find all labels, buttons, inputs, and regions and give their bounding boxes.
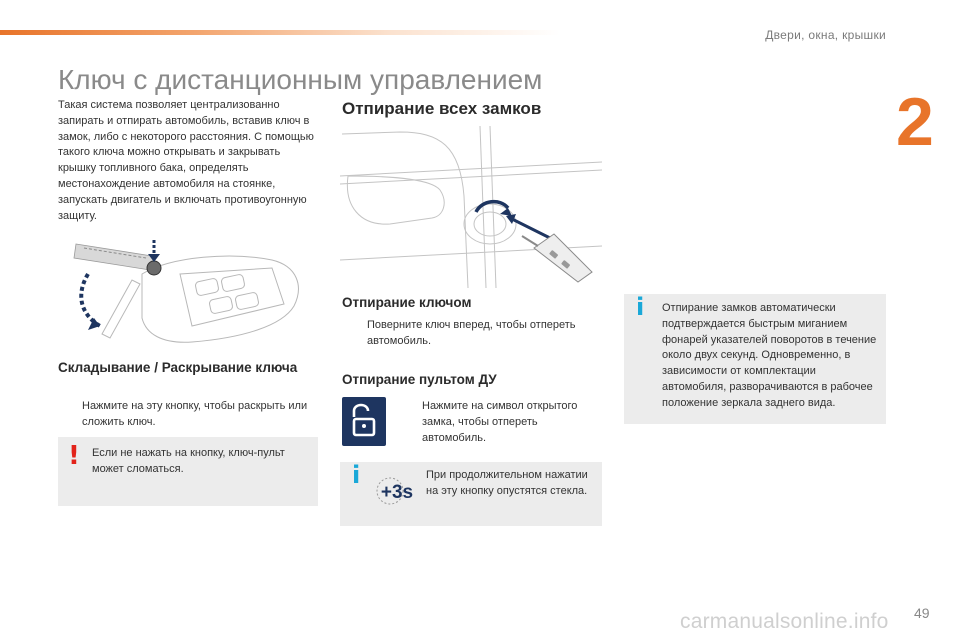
intro-paragraph: Такая система позволяет централизованно запирать и отпирать автомобиль, вставив ключ в замок, либо с некоторого расстояния. С помощью такого ключа можно открывать и закрывать крышку топливного бака, определять местонахождение автомобиля на стоянке, запускать двигатель и включать противоугонную защиту. (58, 99, 314, 222)
key-unlock-heading: Отпирание ключом (342, 295, 472, 310)
remote-unlock-instruction: Нажмите на символ открытого замка, чтобы отпереть автомобиль. (422, 400, 578, 444)
warning-icon: ! (68, 441, 80, 471)
open-padlock-icon (342, 397, 386, 446)
window-lowering-note: i +3s При продолжительном нажатии на эту кнопку опустятся стекла. (340, 462, 602, 526)
watermark: carmanualsonline.info (680, 610, 889, 633)
key-unlock-instruction: Поверните ключ вперед, чтобы отпереть автомобиль. (367, 319, 576, 347)
key-fold-illustration (62, 234, 318, 346)
fold-key-heading: Складывание / Раскрывание ключа (58, 360, 298, 375)
info-icon: i (352, 461, 361, 489)
page-title: Ключ с дистанционным управлением (58, 64, 543, 95)
unlock-all-heading: Отпирание всех замков (342, 99, 542, 118)
section-header: Двери, окна, крышки (765, 28, 886, 42)
fold-key-instruction: Нажмите на эту кнопку, чтобы раскрыть или сложить ключ. (82, 400, 308, 428)
info-note: i Отпирание замков автоматически подтверждается быстрым миганием фонарей указателей поворотов в течение около двух секунд. Одновременно, в зависимости от комплектации автомобиля, разворачиваются в рабочее положение зеркала заднего вида. (624, 294, 886, 424)
remote-unlock-heading: Отпирание пультом ДУ (342, 372, 497, 387)
svg-text:+3s: +3s (380, 482, 414, 503)
warning-note: ! Если не нажать на кнопку, ключ-пульт может сломаться. (58, 437, 318, 506)
door-key-illustration (340, 126, 602, 288)
info-icon: i (636, 293, 645, 321)
header-accent-bar (0, 30, 560, 35)
page-number: 49 (914, 605, 930, 621)
hold-three-seconds-icon (374, 475, 420, 507)
chapter-number: 2 (896, 84, 934, 160)
